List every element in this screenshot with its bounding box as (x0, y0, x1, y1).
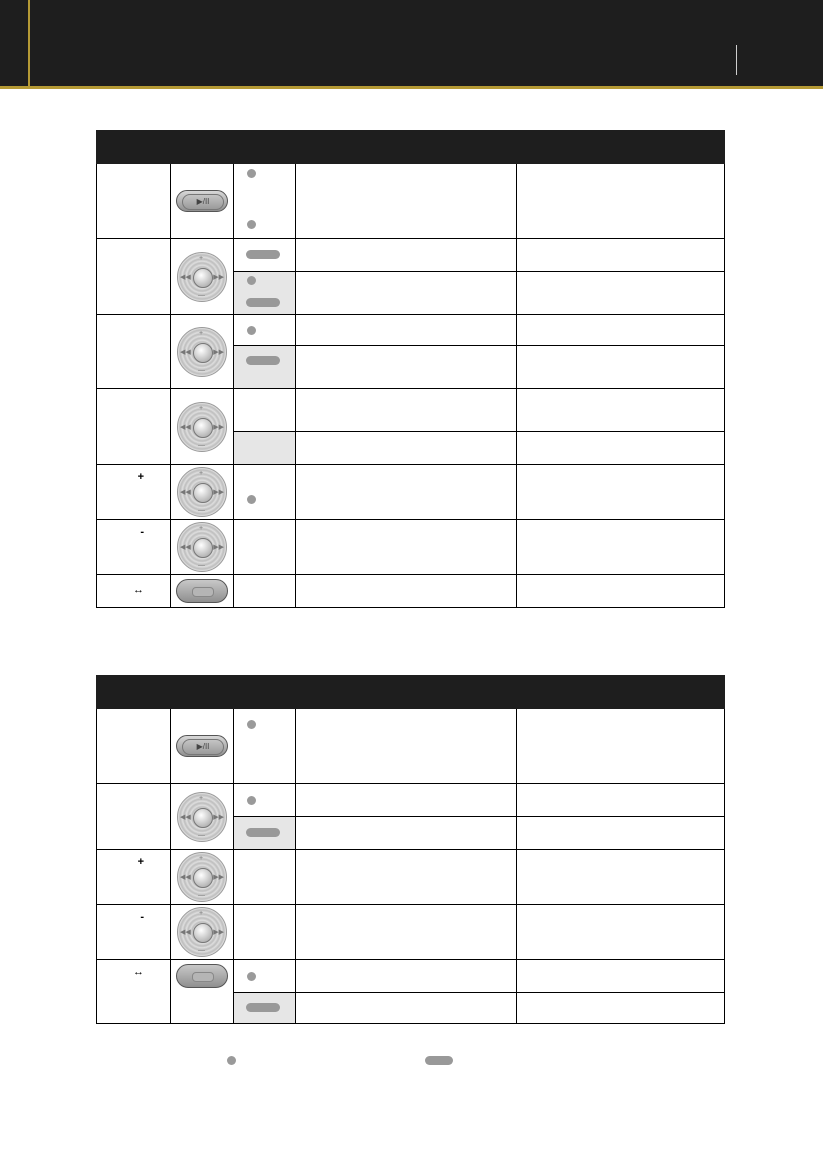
fast-forward-icon: ▶▶ (213, 348, 224, 356)
note-cell (517, 520, 725, 575)
key-cell (171, 709, 234, 784)
press-cell (234, 272, 296, 315)
note-cell (517, 905, 725, 960)
note-cell (517, 272, 725, 315)
table-row (97, 850, 725, 905)
header-cell-description (296, 676, 517, 709)
rewind-icon: ◀◀ (180, 874, 191, 881)
key-cell (171, 905, 234, 960)
navigation-wheel-up[interactable] (177, 467, 227, 517)
fast-forward-icon: ▶▶ (213, 489, 224, 496)
function-cell (97, 960, 171, 1024)
description-cell (296, 465, 517, 520)
rewind-icon: ◀◀ (180, 544, 191, 551)
description-cell (296, 905, 517, 960)
press-cell (234, 575, 296, 608)
short-press-dot-icon (247, 220, 256, 229)
short-press-dot-icon (247, 169, 256, 178)
play-pause-button[interactable] (176, 735, 228, 757)
short-press-dot-icon (247, 796, 256, 805)
function-cell (97, 465, 171, 520)
navigation-wheel-center[interactable] (177, 402, 227, 452)
table-row (97, 960, 725, 993)
plus-icon: + (199, 404, 204, 412)
rewind-icon: ◀◀ (180, 813, 191, 821)
press-cell (234, 465, 296, 520)
mode-button-inner (192, 587, 214, 597)
function-cell (97, 164, 171, 239)
press-cell (234, 346, 296, 389)
long-press-pill-icon (246, 250, 280, 259)
plus-icon: + (199, 855, 204, 862)
header-cell-description (296, 131, 517, 164)
press-cell (234, 960, 296, 993)
description-cell (296, 960, 517, 993)
function-cell (97, 575, 171, 608)
description-cell (296, 389, 517, 432)
key-cell (171, 520, 234, 575)
note-cell (517, 850, 725, 905)
note-cell (517, 239, 725, 272)
function-cell (97, 520, 171, 575)
table-row (97, 575, 725, 608)
note-cell (517, 465, 725, 520)
note-cell (517, 993, 725, 1024)
header-cell-key (171, 131, 234, 164)
table-row (97, 389, 725, 432)
press-cell (234, 315, 296, 346)
mode-arrows-symbol: ↔ (133, 584, 144, 596)
plus-icon: + (199, 910, 204, 917)
play-pause-icon: ▶/II (182, 194, 224, 210)
table-row (97, 315, 725, 346)
table-row (97, 164, 725, 239)
note-cell (517, 575, 725, 608)
description-cell (296, 432, 517, 465)
wheel-hub (193, 808, 213, 828)
header-cell-function (97, 131, 171, 164)
minus-icon: — (198, 892, 205, 899)
table-header-row (97, 676, 725, 709)
key-cell (171, 389, 234, 465)
description-cell (296, 164, 517, 239)
description-cell (296, 817, 517, 850)
description-cell (296, 993, 517, 1024)
note-cell (517, 315, 725, 346)
table-row (97, 520, 725, 575)
press-cell (234, 709, 296, 784)
plus-symbol: + (137, 471, 144, 483)
fast-forward-icon: ▶▶ (213, 423, 224, 431)
function-cell (97, 239, 171, 315)
press-cell (234, 432, 296, 465)
play-pause-button[interactable] (176, 190, 228, 212)
long-press-pill-icon (246, 1003, 280, 1012)
key-cell (171, 239, 234, 315)
mode-arrows-symbol: ↔ (133, 966, 144, 978)
mode-button[interactable] (176, 964, 228, 988)
key-cell (171, 960, 234, 1024)
plus-icon: + (199, 525, 204, 532)
description-cell (296, 850, 517, 905)
header-accent-line (28, 0, 30, 86)
long-press-pill-icon (246, 828, 280, 837)
short-press-dot-icon (247, 720, 256, 729)
fast-forward-icon: ▶▶ (213, 273, 224, 281)
press-cell (234, 520, 296, 575)
navigation-wheel-down[interactable] (177, 522, 227, 572)
wheel-hub (193, 268, 213, 288)
long-press-pill-icon (246, 298, 280, 307)
note-cell (517, 709, 725, 784)
table-row (97, 784, 725, 817)
fast-forward-icon: ▶▶ (213, 544, 224, 551)
mode-button[interactable] (176, 579, 228, 603)
header-cell-press (234, 676, 296, 709)
header-divider (736, 45, 737, 75)
key-cell (171, 784, 234, 850)
minus-icon: — (198, 947, 205, 954)
table-row (97, 465, 725, 520)
minus-icon: — (198, 562, 205, 569)
table-header-row (97, 131, 725, 164)
navigation-wheel-center[interactable] (177, 792, 227, 842)
function-cell (97, 315, 171, 389)
rewind-icon: ◀◀ (180, 489, 191, 496)
function-cell (97, 850, 171, 905)
controls-table-2 (96, 675, 725, 1024)
minus-icon: — (198, 507, 205, 514)
header-cell-note (517, 676, 725, 709)
wheel-hub (193, 483, 213, 503)
description-cell (296, 315, 517, 346)
short-press-dot-icon (247, 276, 256, 285)
header-cell-note (517, 131, 725, 164)
rewind-icon: ◀◀ (180, 348, 191, 356)
minus-icon: — (198, 831, 205, 839)
short-press-dot-icon (247, 326, 256, 335)
minus-icon: — (198, 441, 205, 449)
note-cell (517, 164, 725, 239)
fast-forward-icon: ▶▶ (213, 929, 224, 936)
wheel-hub (193, 418, 213, 438)
rewind-icon: ◀◀ (180, 423, 191, 431)
press-cell (234, 164, 296, 239)
legend-short-press-dot-icon (227, 1056, 236, 1065)
table-row (97, 709, 725, 784)
header-cell-press (234, 131, 296, 164)
table-row (97, 905, 725, 960)
short-press-dot-icon (247, 972, 256, 981)
press-cell (234, 389, 296, 432)
plus-icon: + (199, 254, 204, 262)
page-header-bar (0, 0, 823, 89)
press-cell (234, 905, 296, 960)
table-row (97, 239, 725, 272)
function-cell (97, 389, 171, 465)
key-cell (171, 575, 234, 608)
legend-long-press-pill-icon (425, 1056, 453, 1065)
press-cell (234, 850, 296, 905)
minus-icon: — (198, 366, 205, 374)
note-cell (517, 346, 725, 389)
mode-button-inner (192, 972, 214, 982)
short-press-dot-icon (247, 495, 256, 504)
plus-icon: + (199, 794, 204, 802)
minus-symbol: - (140, 526, 144, 538)
function-cell (97, 905, 171, 960)
plus-symbol: + (137, 856, 144, 868)
note-cell (517, 432, 725, 465)
wheel-hub (193, 923, 213, 943)
description-cell (296, 272, 517, 315)
controls-table-1 (96, 130, 725, 608)
wheel-hub (193, 538, 213, 558)
rewind-icon: ◀◀ (180, 929, 191, 936)
press-cell (234, 817, 296, 850)
key-cell (171, 850, 234, 905)
description-cell (296, 239, 517, 272)
description-cell (296, 520, 517, 575)
note-cell (517, 389, 725, 432)
description-cell (296, 346, 517, 389)
minus-icon: — (198, 291, 205, 299)
wheel-hub (193, 868, 213, 888)
fast-forward-icon: ▶▶ (213, 874, 224, 881)
description-cell (296, 709, 517, 784)
navigation-wheel-right[interactable] (177, 252, 227, 302)
note-cell (517, 784, 725, 817)
rewind-icon: ◀◀ (180, 273, 191, 281)
press-cell (234, 993, 296, 1024)
play-pause-icon: ▶/II (182, 739, 224, 755)
key-cell (171, 465, 234, 520)
plus-icon: + (199, 329, 204, 337)
header-cell-key (171, 676, 234, 709)
function-cell (97, 784, 171, 850)
fast-forward-icon: ▶▶ (213, 813, 224, 821)
function-cell (97, 709, 171, 784)
description-cell (296, 784, 517, 817)
note-cell (517, 817, 725, 850)
navigation-wheel-down[interactable] (177, 907, 227, 957)
wheel-hub (193, 343, 213, 363)
press-cell (234, 784, 296, 817)
description-cell (296, 575, 517, 608)
header-cell-function (97, 676, 171, 709)
note-cell (517, 960, 725, 993)
navigation-wheel-left[interactable] (177, 327, 227, 377)
key-cell (171, 315, 234, 389)
minus-symbol: - (140, 911, 144, 923)
long-press-pill-icon (246, 356, 280, 365)
plus-icon: + (199, 470, 204, 477)
navigation-wheel-up[interactable] (177, 852, 227, 902)
press-cell (234, 239, 296, 272)
key-cell (171, 164, 234, 239)
